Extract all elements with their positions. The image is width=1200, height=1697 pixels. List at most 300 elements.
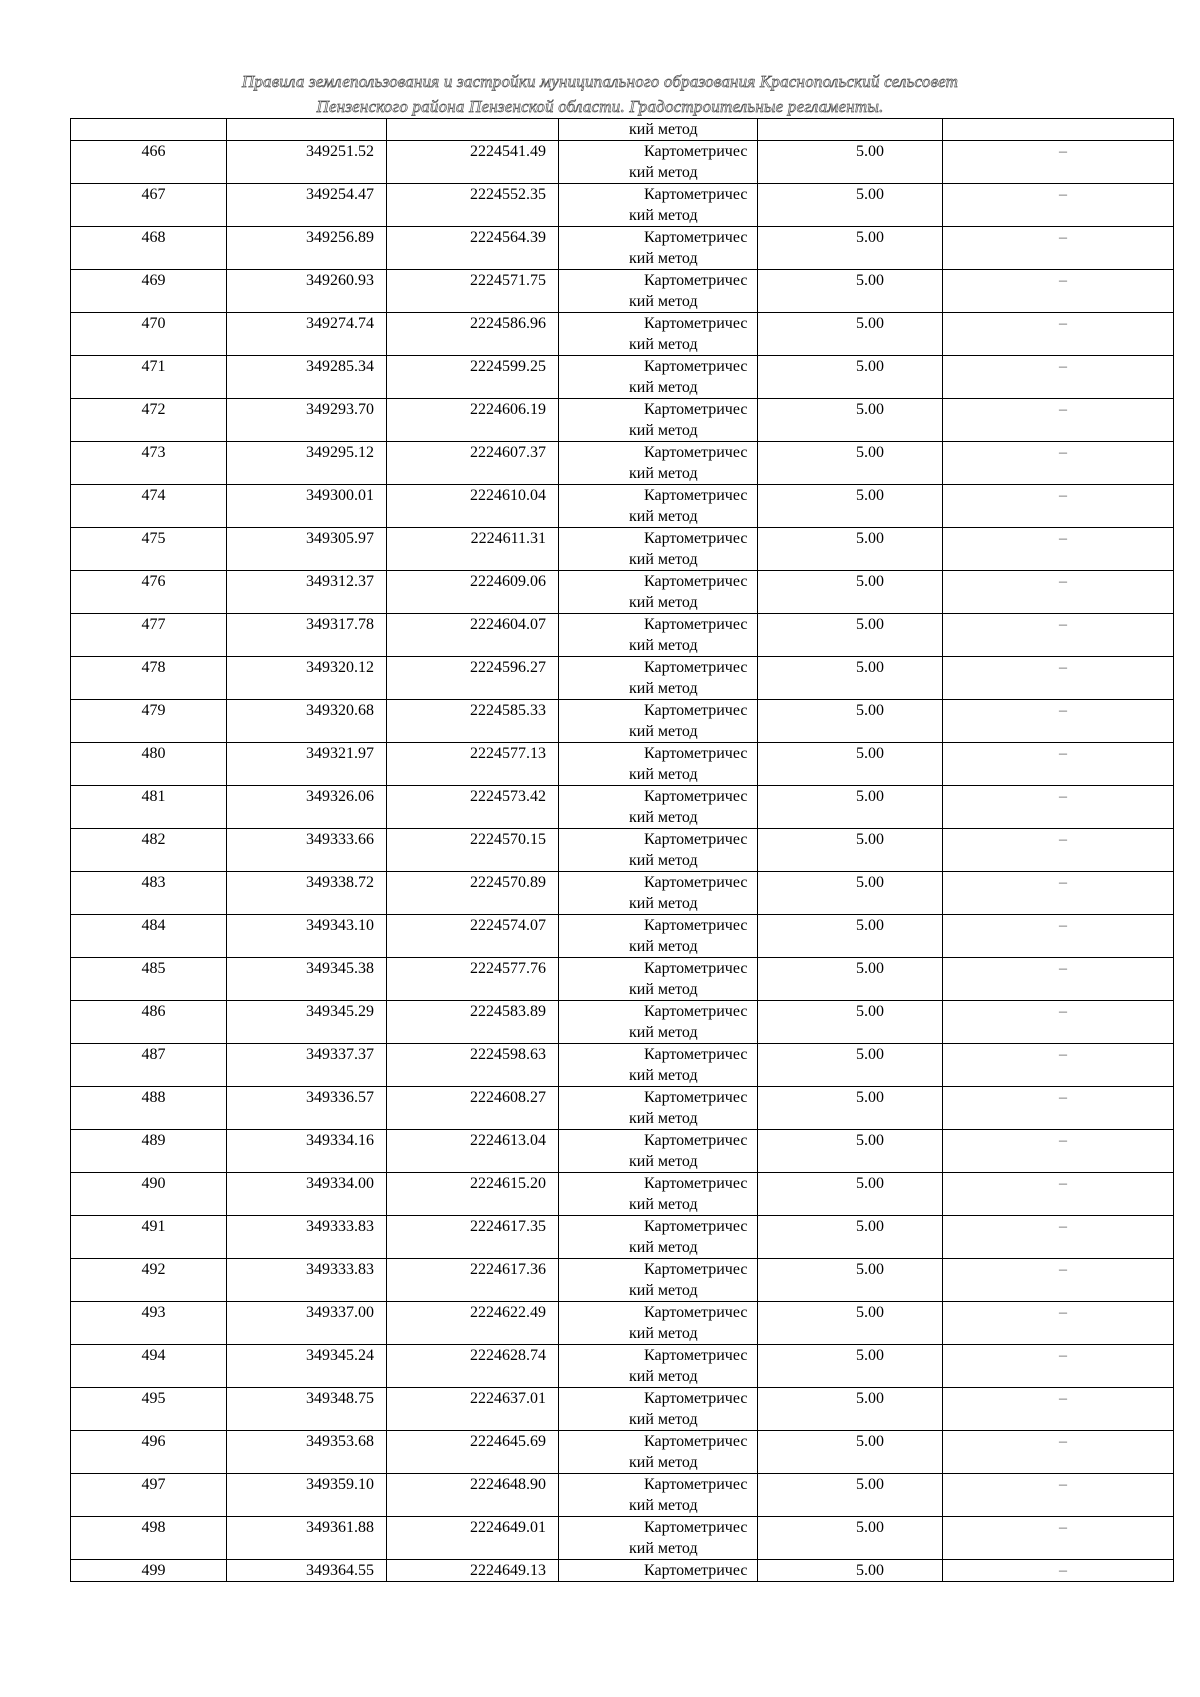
point-number: 491 bbox=[71, 1216, 227, 1259]
coordinate-x: 349345.29 bbox=[227, 1001, 387, 1044]
method-cell bbox=[559, 442, 758, 485]
note-dash: – bbox=[943, 1259, 1174, 1302]
method-line-2: кий метод bbox=[629, 1282, 698, 1299]
accuracy-value: 5.00 bbox=[758, 1173, 943, 1216]
method-cell bbox=[559, 1431, 758, 1474]
table-row bbox=[71, 915, 1174, 958]
coordinate-x: 349320.12 bbox=[227, 657, 387, 700]
method-line-2: кий метод bbox=[629, 293, 698, 310]
accuracy-value: 5.00 bbox=[758, 1130, 943, 1173]
table-row bbox=[71, 700, 1174, 743]
method-line-2: кий метод bbox=[629, 1067, 698, 1084]
coordinate-y: 2224617.35 bbox=[387, 1216, 559, 1259]
table-row bbox=[71, 1560, 1174, 1582]
method-line-1: Картометричес bbox=[644, 186, 748, 203]
coordinate-y: 2224571.75 bbox=[387, 270, 559, 313]
method-line-1: Картометричес bbox=[644, 616, 748, 633]
point-number: 499 bbox=[71, 1560, 227, 1582]
method-line-1: Картометричес bbox=[644, 229, 748, 246]
note-dash: – bbox=[943, 1474, 1174, 1517]
table-row bbox=[71, 141, 1174, 184]
method-cell bbox=[559, 829, 758, 872]
point-number: 484 bbox=[71, 915, 227, 958]
point-number: 477 bbox=[71, 614, 227, 657]
method-cell bbox=[559, 571, 758, 614]
table-cell bbox=[387, 119, 559, 141]
coordinate-y: 2224649.13 bbox=[387, 1560, 559, 1582]
coordinate-y: 2224611.31 bbox=[387, 528, 559, 571]
method-cell bbox=[559, 1388, 758, 1431]
point-number: 468 bbox=[71, 227, 227, 270]
table-row bbox=[71, 1388, 1174, 1431]
method-line-1: Картометричес bbox=[644, 1304, 748, 1321]
coordinate-y: 2224552.35 bbox=[387, 184, 559, 227]
accuracy-value: 5.00 bbox=[758, 700, 943, 743]
method-cell bbox=[559, 1173, 758, 1216]
method-line-1: Картометричес bbox=[644, 1390, 748, 1407]
coordinate-y: 2224615.20 bbox=[387, 1173, 559, 1216]
method-cell bbox=[559, 1345, 758, 1388]
table-row bbox=[71, 743, 1174, 786]
method-line-2: кий метод bbox=[629, 723, 698, 740]
table-row bbox=[71, 1259, 1174, 1302]
method-line-2: кий метод bbox=[629, 594, 698, 611]
coordinate-y: 2224573.42 bbox=[387, 786, 559, 829]
method-line-2: кий метод bbox=[629, 852, 698, 869]
coordinate-y: 2224599.25 bbox=[387, 356, 559, 399]
method-line-1: Картометричес bbox=[644, 874, 748, 891]
point-number: 471 bbox=[71, 356, 227, 399]
method-line-1: Картометричес bbox=[644, 1347, 748, 1364]
table-row bbox=[71, 1216, 1174, 1259]
point-number: 470 bbox=[71, 313, 227, 356]
coordinate-y: 2224649.01 bbox=[387, 1517, 559, 1560]
accuracy-value: 5.00 bbox=[758, 1001, 943, 1044]
method-cell bbox=[559, 958, 758, 1001]
method-cell bbox=[559, 872, 758, 915]
note-dash: – bbox=[943, 700, 1174, 743]
table-row bbox=[71, 614, 1174, 657]
coordinate-y: 2224622.49 bbox=[387, 1302, 559, 1345]
method-line-2: кий метод bbox=[629, 1368, 698, 1385]
method-cell bbox=[559, 141, 758, 184]
method-line-1: Картометричес bbox=[644, 315, 748, 332]
table-cell bbox=[758, 119, 943, 141]
method-line-1: Картометричес bbox=[644, 272, 748, 289]
coordinate-y: 2224570.15 bbox=[387, 829, 559, 872]
method-line-1: Картометричес bbox=[644, 1433, 748, 1450]
accuracy-value: 5.00 bbox=[758, 1517, 943, 1560]
method-line-1: Картометричес bbox=[644, 960, 748, 977]
table-row bbox=[71, 786, 1174, 829]
note-dash: – bbox=[943, 356, 1174, 399]
method-line-2: кий метод bbox=[629, 207, 698, 224]
method-line-2: кий метод bbox=[629, 1540, 698, 1557]
note-dash: – bbox=[943, 1302, 1174, 1345]
note-dash: – bbox=[943, 1345, 1174, 1388]
accuracy-value: 5.00 bbox=[758, 442, 943, 485]
coordinate-x: 349300.01 bbox=[227, 485, 387, 528]
method-cell bbox=[559, 1216, 758, 1259]
accuracy-value: 5.00 bbox=[758, 141, 943, 184]
method-line-1: Картометричес bbox=[644, 831, 748, 848]
method-line-2: кий метод bbox=[629, 981, 698, 998]
coordinate-y: 2224609.06 bbox=[387, 571, 559, 614]
note-dash: – bbox=[943, 227, 1174, 270]
method-cell bbox=[559, 1130, 758, 1173]
coordinate-x: 349338.72 bbox=[227, 872, 387, 915]
table-row bbox=[71, 1044, 1174, 1087]
point-number: 483 bbox=[71, 872, 227, 915]
coordinate-y: 2224541.49 bbox=[387, 141, 559, 184]
coordinate-x: 349254.47 bbox=[227, 184, 387, 227]
coordinate-x: 349333.83 bbox=[227, 1259, 387, 1302]
accuracy-value: 5.00 bbox=[758, 356, 943, 399]
method-line-1: Картометричес bbox=[644, 401, 748, 418]
note-dash: – bbox=[943, 915, 1174, 958]
method-cell bbox=[559, 1001, 758, 1044]
table-cell bbox=[227, 119, 387, 141]
coordinate-y: 2224645.69 bbox=[387, 1431, 559, 1474]
point-number: 486 bbox=[71, 1001, 227, 1044]
method-cell bbox=[559, 270, 758, 313]
method-line-2: кий метод bbox=[629, 551, 698, 568]
coordinate-x: 349348.75 bbox=[227, 1388, 387, 1431]
point-number: 478 bbox=[71, 657, 227, 700]
coordinate-x: 349364.55 bbox=[227, 1560, 387, 1582]
table-row bbox=[71, 1130, 1174, 1173]
note-dash: – bbox=[943, 184, 1174, 227]
method-cell bbox=[559, 227, 758, 270]
table-row bbox=[71, 1345, 1174, 1388]
continuation-row bbox=[71, 119, 1174, 141]
point-number: 492 bbox=[71, 1259, 227, 1302]
coordinate-x: 349293.70 bbox=[227, 399, 387, 442]
point-number: 489 bbox=[71, 1130, 227, 1173]
table-cell bbox=[71, 119, 227, 141]
table-row bbox=[71, 1302, 1174, 1345]
method-cell bbox=[559, 1259, 758, 1302]
coordinate-x: 349333.66 bbox=[227, 829, 387, 872]
accuracy-value: 5.00 bbox=[758, 657, 943, 700]
coordinate-y: 2224613.04 bbox=[387, 1130, 559, 1173]
note-dash: – bbox=[943, 528, 1174, 571]
method-cell bbox=[559, 356, 758, 399]
accuracy-value: 5.00 bbox=[758, 786, 943, 829]
coordinate-y: 2224648.90 bbox=[387, 1474, 559, 1517]
accuracy-value: 5.00 bbox=[758, 313, 943, 356]
method-line-2: кий метод bbox=[629, 1497, 698, 1514]
coordinate-y: 2224610.04 bbox=[387, 485, 559, 528]
coordinate-x: 349353.68 bbox=[227, 1431, 387, 1474]
accuracy-value: 5.00 bbox=[758, 1474, 943, 1517]
table-row bbox=[71, 958, 1174, 1001]
point-number: 490 bbox=[71, 1173, 227, 1216]
note-dash: – bbox=[943, 571, 1174, 614]
method-cell bbox=[559, 657, 758, 700]
note-dash: – bbox=[943, 1560, 1174, 1582]
accuracy-value: 5.00 bbox=[758, 227, 943, 270]
coordinate-y: 2224604.07 bbox=[387, 614, 559, 657]
note-dash: – bbox=[943, 958, 1174, 1001]
note-dash: – bbox=[943, 1130, 1174, 1173]
coordinate-x: 349336.57 bbox=[227, 1087, 387, 1130]
method-cell bbox=[559, 1517, 758, 1560]
accuracy-value: 5.00 bbox=[758, 270, 943, 313]
method-line-1: Картометричес bbox=[644, 1562, 748, 1579]
coordinate-y: 2224596.27 bbox=[387, 657, 559, 700]
coordinate-y: 2224585.33 bbox=[387, 700, 559, 743]
coordinate-y: 2224637.01 bbox=[387, 1388, 559, 1431]
method-line-2: кий метод bbox=[629, 680, 698, 697]
coordinate-y: 2224598.63 bbox=[387, 1044, 559, 1087]
method-cell bbox=[559, 743, 758, 786]
point-number: 482 bbox=[71, 829, 227, 872]
method-line-1: Картометричес bbox=[644, 1089, 748, 1106]
method-line-2: кий метод bbox=[629, 1454, 698, 1471]
coordinates-table bbox=[70, 118, 1174, 1582]
coordinate-x: 349256.89 bbox=[227, 227, 387, 270]
table-row bbox=[71, 1431, 1174, 1474]
coordinate-x: 349317.78 bbox=[227, 614, 387, 657]
note-dash: – bbox=[943, 614, 1174, 657]
method-cell bbox=[559, 614, 758, 657]
table-row bbox=[71, 313, 1174, 356]
coordinate-x: 349305.97 bbox=[227, 528, 387, 571]
accuracy-value: 5.00 bbox=[758, 1431, 943, 1474]
point-number: 497 bbox=[71, 1474, 227, 1517]
point-number: 473 bbox=[71, 442, 227, 485]
point-number: 496 bbox=[71, 1431, 227, 1474]
point-number: 479 bbox=[71, 700, 227, 743]
note-dash: – bbox=[943, 743, 1174, 786]
method-line-1: Картометричес bbox=[644, 573, 748, 590]
point-number: 474 bbox=[71, 485, 227, 528]
coordinate-x: 349334.00 bbox=[227, 1173, 387, 1216]
point-number: 493 bbox=[71, 1302, 227, 1345]
table-row bbox=[71, 1087, 1174, 1130]
point-number: 495 bbox=[71, 1388, 227, 1431]
method-line-2: кий метод bbox=[629, 379, 698, 396]
coordinate-x: 349320.68 bbox=[227, 700, 387, 743]
point-number: 494 bbox=[71, 1345, 227, 1388]
coordinate-x: 349321.97 bbox=[227, 743, 387, 786]
point-number: 476 bbox=[71, 571, 227, 614]
table-row bbox=[71, 872, 1174, 915]
method-line-2: кий метод bbox=[629, 250, 698, 267]
coordinate-y: 2224607.37 bbox=[387, 442, 559, 485]
coordinate-x: 349359.10 bbox=[227, 1474, 387, 1517]
method-line-1: Картометричес bbox=[644, 530, 748, 547]
method-line-2: кий метод bbox=[629, 422, 698, 439]
method-line-1: Картометричес bbox=[644, 702, 748, 719]
coordinate-x: 349345.24 bbox=[227, 1345, 387, 1388]
note-dash: – bbox=[943, 1001, 1174, 1044]
method-line-1: Картометричес bbox=[644, 1218, 748, 1235]
running-header-line-2: Пензенского района Пензенской области. Градостроительные регламенты. bbox=[316, 97, 884, 116]
note-dash: – bbox=[943, 1216, 1174, 1259]
method-line-2: кий метод bbox=[629, 1325, 698, 1342]
coordinate-x: 349274.74 bbox=[227, 313, 387, 356]
method-line-2: кий метод bbox=[629, 1239, 698, 1256]
table-row bbox=[71, 1474, 1174, 1517]
method-cell bbox=[559, 1087, 758, 1130]
method-cell bbox=[559, 1302, 758, 1345]
method-cell bbox=[559, 700, 758, 743]
point-number: 498 bbox=[71, 1517, 227, 1560]
accuracy-value: 5.00 bbox=[758, 872, 943, 915]
method-cell bbox=[559, 528, 758, 571]
table-row bbox=[71, 442, 1174, 485]
table-row bbox=[71, 227, 1174, 270]
method-cell bbox=[559, 184, 758, 227]
coordinate-x: 349343.10 bbox=[227, 915, 387, 958]
note-dash: – bbox=[943, 1517, 1174, 1560]
method-cell bbox=[559, 1474, 758, 1517]
accuracy-value: 5.00 bbox=[758, 1560, 943, 1582]
accuracy-value: 5.00 bbox=[758, 1259, 943, 1302]
point-number: 488 bbox=[71, 1087, 227, 1130]
method-line-1: Картометричес bbox=[644, 1046, 748, 1063]
coordinate-x: 349333.83 bbox=[227, 1216, 387, 1259]
table-row bbox=[71, 270, 1174, 313]
method-line-2: кий метод bbox=[629, 766, 698, 783]
coordinate-y: 2224617.36 bbox=[387, 1259, 559, 1302]
method-line-2: кий метод bbox=[629, 1110, 698, 1127]
method-cell bbox=[559, 313, 758, 356]
method-line-1: Картометричес bbox=[644, 1476, 748, 1493]
accuracy-value: 5.00 bbox=[758, 829, 943, 872]
method-line-2: кий метод bbox=[629, 508, 698, 525]
note-dash: – bbox=[943, 485, 1174, 528]
method-cell bbox=[559, 915, 758, 958]
point-number: 485 bbox=[71, 958, 227, 1001]
note-dash: – bbox=[943, 313, 1174, 356]
method-line-1: Картометричес bbox=[644, 1132, 748, 1149]
accuracy-value: 5.00 bbox=[758, 1087, 943, 1130]
accuracy-value: 5.00 bbox=[758, 958, 943, 1001]
point-number: 480 bbox=[71, 743, 227, 786]
accuracy-value: 5.00 bbox=[758, 1388, 943, 1431]
coordinate-y: 2224570.89 bbox=[387, 872, 559, 915]
note-dash: – bbox=[943, 1087, 1174, 1130]
coordinate-x: 349345.38 bbox=[227, 958, 387, 1001]
coordinate-x: 349337.00 bbox=[227, 1302, 387, 1345]
point-number: 475 bbox=[71, 528, 227, 571]
accuracy-value: 5.00 bbox=[758, 743, 943, 786]
note-dash: – bbox=[943, 442, 1174, 485]
table-row bbox=[71, 657, 1174, 700]
accuracy-value: 5.00 bbox=[758, 1302, 943, 1345]
method-line-1: Картометричес bbox=[644, 659, 748, 676]
accuracy-value: 5.00 bbox=[758, 1044, 943, 1087]
coordinate-y: 2224606.19 bbox=[387, 399, 559, 442]
coordinate-y: 2224577.13 bbox=[387, 743, 559, 786]
point-number: 466 bbox=[71, 141, 227, 184]
method-line-1: Картометричес bbox=[644, 917, 748, 934]
method-line-2: кий метод bbox=[629, 465, 698, 482]
accuracy-value: 5.00 bbox=[758, 1345, 943, 1388]
method-line-2: кий метод bbox=[629, 637, 698, 654]
coordinate-x: 349361.88 bbox=[227, 1517, 387, 1560]
note-dash: – bbox=[943, 1388, 1174, 1431]
method-line-2: кий метод bbox=[629, 938, 698, 955]
table-row bbox=[71, 184, 1174, 227]
method-line-2: кий метод bbox=[629, 809, 698, 826]
accuracy-value: 5.00 bbox=[758, 571, 943, 614]
method-line-2: кий метод bbox=[629, 895, 698, 912]
accuracy-value: 5.00 bbox=[758, 1216, 943, 1259]
table-row bbox=[71, 356, 1174, 399]
table-row bbox=[71, 571, 1174, 614]
coordinate-y: 2224628.74 bbox=[387, 1345, 559, 1388]
table-row bbox=[71, 485, 1174, 528]
accuracy-value: 5.00 bbox=[758, 184, 943, 227]
method-line-2: кий метод bbox=[629, 164, 698, 181]
note-dash: – bbox=[943, 1431, 1174, 1474]
method-line-1: Картометричес bbox=[644, 1175, 748, 1192]
coordinate-y: 2224586.96 bbox=[387, 313, 559, 356]
method-line-2: кий метод bbox=[629, 1024, 698, 1041]
method-cell bbox=[559, 485, 758, 528]
coordinate-x: 349326.06 bbox=[227, 786, 387, 829]
accuracy-value: 5.00 bbox=[758, 915, 943, 958]
method-line-2: кий метод bbox=[629, 336, 698, 353]
method-line-1: Картометричес bbox=[644, 444, 748, 461]
method-line-1: Картометричес bbox=[644, 1003, 748, 1020]
method-line-1: Картометричес bbox=[644, 1261, 748, 1278]
accuracy-value: 5.00 bbox=[758, 399, 943, 442]
method-line-1: Картометричес bbox=[644, 358, 748, 375]
coordinate-x: 349295.12 bbox=[227, 442, 387, 485]
coordinate-x: 349312.37 bbox=[227, 571, 387, 614]
coordinate-x: 349251.52 bbox=[227, 141, 387, 184]
note-dash: – bbox=[943, 270, 1174, 313]
table-row bbox=[71, 399, 1174, 442]
point-number: 481 bbox=[71, 786, 227, 829]
table-row bbox=[71, 1173, 1174, 1216]
note-dash: – bbox=[943, 1173, 1174, 1216]
table-row bbox=[71, 1001, 1174, 1044]
method-line-1: Картометричес bbox=[644, 1519, 748, 1536]
coordinate-y: 2224574.07 bbox=[387, 915, 559, 958]
method-line-1: Картометричес bbox=[644, 143, 748, 160]
coordinate-x: 349334.16 bbox=[227, 1130, 387, 1173]
accuracy-value: 5.00 bbox=[758, 485, 943, 528]
table-row bbox=[71, 528, 1174, 571]
table-row bbox=[71, 829, 1174, 872]
point-number: 469 bbox=[71, 270, 227, 313]
note-dash: – bbox=[943, 829, 1174, 872]
running-header-line-1: Правила землепользования и застройки муниципального образования Краснопольский сельсовет bbox=[241, 72, 959, 91]
method-cell bbox=[559, 1044, 758, 1087]
coordinate-x: 349337.37 bbox=[227, 1044, 387, 1087]
note-dash: – bbox=[943, 399, 1174, 442]
method-cell bbox=[559, 1560, 758, 1582]
table-cell bbox=[943, 119, 1174, 141]
method-line-1: Картометричес bbox=[644, 487, 748, 504]
method-cell bbox=[559, 399, 758, 442]
table-row bbox=[71, 1517, 1174, 1560]
note-dash: – bbox=[943, 872, 1174, 915]
point-number: 472 bbox=[71, 399, 227, 442]
method-line-2: кий метод bbox=[629, 1196, 698, 1213]
point-number: 487 bbox=[71, 1044, 227, 1087]
method-line-1: Картометричес bbox=[644, 745, 748, 762]
accuracy-value: 5.00 bbox=[758, 614, 943, 657]
coordinate-y: 2224577.76 bbox=[387, 958, 559, 1001]
note-dash: – bbox=[943, 1044, 1174, 1087]
